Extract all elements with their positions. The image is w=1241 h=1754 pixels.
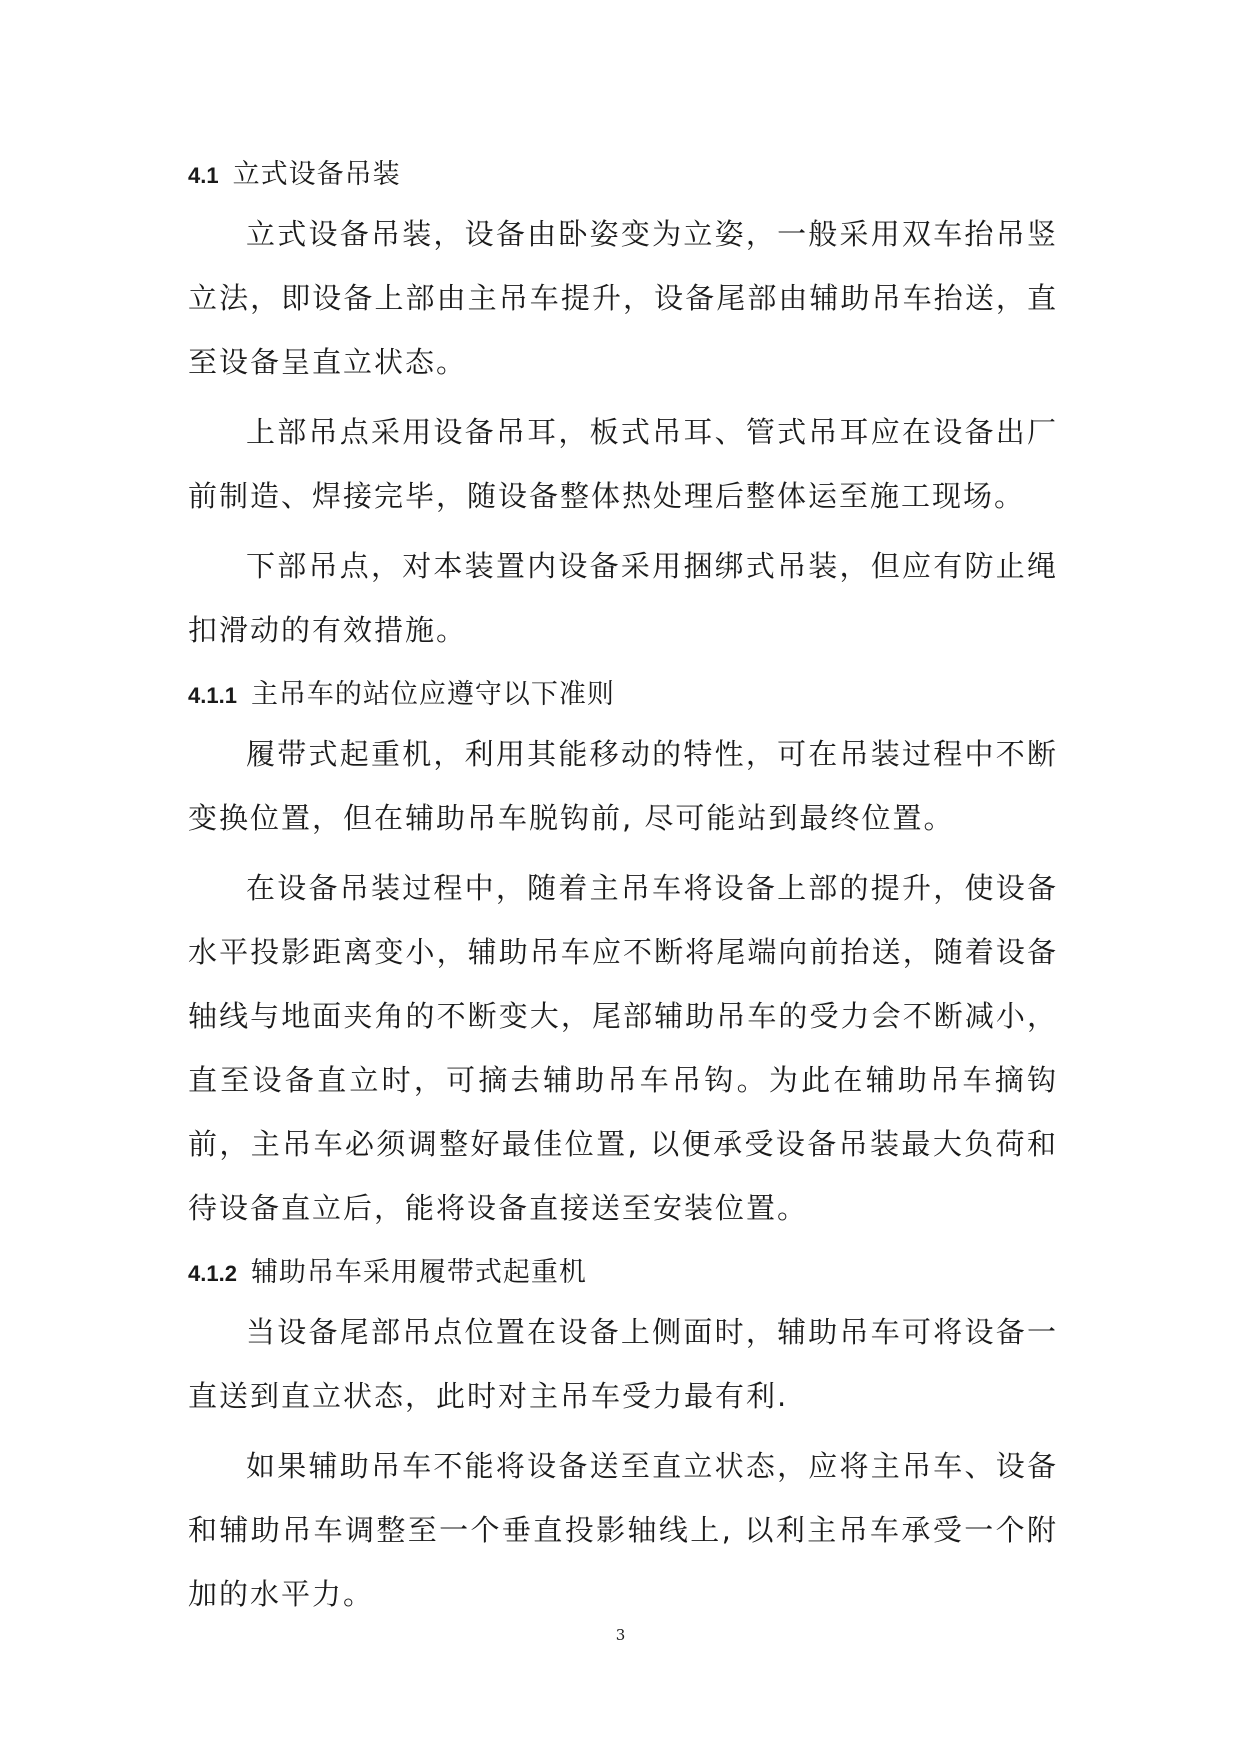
section-title: 辅助吊车采用履带式起重机 [250, 1257, 587, 1288]
page-number: 3 [615, 1626, 626, 1644]
section-heading-4-1-2 [188, 1246, 1058, 1300]
paragraph: 立式设备吊装，设备由卧姿变为立姿，一般采用双车抬吊竖立法，即设备上部由主吊车提升，设备尾部由辅助吊车抬送，直至设备呈直立状态。 [188, 217, 1058, 379]
paragraph: 当设备尾部吊点位置在设备上侧面时，辅助吊车可将设备一直送到直立状态，此时对主吊车受力最有利. [188, 1315, 1058, 1413]
paragraph: 如果辅助吊车不能将设备送至直立状态，应将主吊车、设备和辅助吊车调整至一个垂直投影轴线上, 以利主吊车承受一个附加的水平力。 [188, 1449, 1058, 1611]
section-number: 4.1 [188, 163, 219, 188]
section-heading-4-1-1 [188, 668, 1058, 722]
paragraph: 履带式起重机，利用其能移动的特性，可在吊装过程中不断变换位置，但在辅助吊车脱钩前, 尽可能站到最终位置。 [188, 737, 1058, 835]
section-heading-4-1 [188, 148, 1058, 202]
document-body [188, 148, 1058, 1632]
paragraph: 上部吊点采用设备吊耳，板式吊耳、管式吊耳应在设备出厂前制造、焊接完毕，随设备整体热处理后整体运至施工现场。 [188, 415, 1058, 513]
section-title: 主吊车的站位应遵守以下准则 [250, 679, 615, 710]
paragraph: 在设备吊装过程中，随着主吊车将设备上部的提升，使设备水平投影距离变小，辅助吊车应不断将尾端向前抬送，随着设备轴线与地面夹角的不断变大，尾部辅助吊车的受力会不断减小，直至设备直立时，可摘去辅助吊车吊钩。为此在辅助吊车摘钩前，主吊车必须调整好最佳位置, 以便承受设备吊装最大负荷和待设备直立后，能将设备直接送至安装位置。 [188, 871, 1058, 1225]
paragraph: 下部吊点，对本装置内设备采用捆绑式吊装，但应有防止绳扣滑动的有效措施。 [188, 549, 1058, 647]
section-title: 立式设备吊装 [232, 159, 401, 190]
section-number: 4.1.1 [188, 683, 237, 708]
section-number: 4.1.2 [188, 1261, 237, 1286]
